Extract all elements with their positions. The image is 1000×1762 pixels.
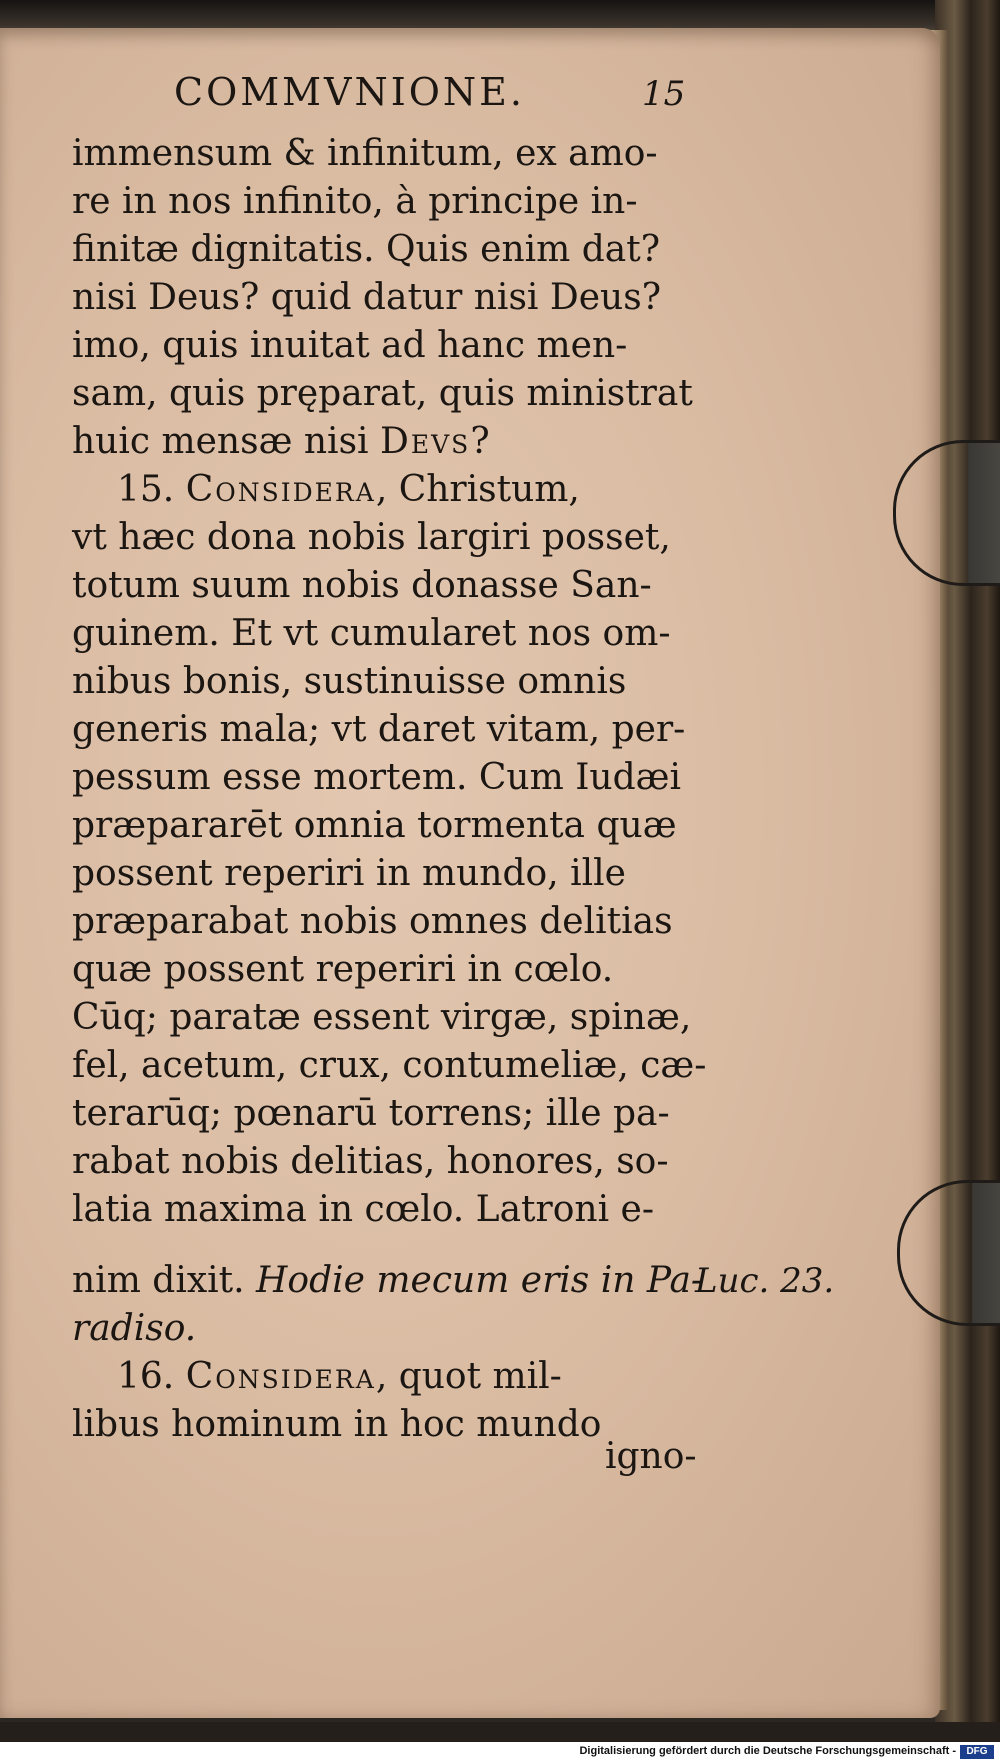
funding-credit: Digitalisierung gefördert durch die Deutsche Forschungsgemeinschaft -: [579, 1745, 956, 1757]
text-line: latia maxima in cœlo. Latroni e-: [72, 1189, 654, 1230]
text-line: libus hominum in hoc mundo: [72, 1404, 602, 1445]
text-line: finitæ dignitatis. Quis enim dat?: [72, 229, 661, 270]
catchword: igno-: [605, 1436, 697, 1477]
text-line: re in nos infinito, à principe in-: [72, 181, 638, 222]
text-line: rabat nobis delitias, honores, so-: [72, 1141, 669, 1182]
dfg-logo: DFG: [960, 1745, 994, 1759]
text-line: nibus bonis, sustinuisse omnis: [72, 661, 627, 702]
text-line: pessum esse mortem. Cum Iudæi: [72, 757, 681, 798]
text-line: radiso.: [72, 1308, 197, 1349]
text-line: imo, quis inuitat ad hanc men-: [72, 325, 628, 366]
text-line: præparabat nobis omnes delitias: [72, 901, 673, 942]
text-line: vt hæc dona nobis largiri posset,: [72, 517, 671, 558]
text-line: guinem. Et vt cumularet nos om-: [72, 613, 671, 654]
text-line: nisi Deus? quid datur nisi Deus?: [72, 277, 662, 318]
text-line: immensum & infinitum, ex amo-: [72, 133, 658, 174]
text-line: huic mensæ nisi Devs?: [72, 421, 490, 462]
text-line: generis mala; vt daret vitam, per-: [72, 709, 686, 750]
text-line: Cūq; paratæ essent virgæ, spinæ,: [72, 997, 692, 1038]
page-number: 15: [642, 74, 686, 114]
text-line: totum suum nobis donasse San-: [72, 565, 652, 606]
running-title: COMMVNIONE.: [174, 70, 525, 114]
text-line: nim dixit. Hodie mecum eris in Pa-: [72, 1260, 704, 1301]
text-line: fel, acetum, crux, contumeliæ, cæ-: [72, 1045, 707, 1086]
paragraph-15-start: 15. Considera, Christum,: [117, 469, 580, 510]
quotation: Hodie mecum eris in Pa-: [256, 1260, 704, 1301]
marginal-reference: Luc. 23.: [695, 1261, 835, 1301]
scan-bottom-border: [0, 1722, 1000, 1742]
text-line: terarūq; pœnarū torrens; ille pa-: [72, 1093, 670, 1134]
text-line: sam, quis pręparat, quis ministrat: [72, 373, 693, 414]
text-line: præpararēt omnia tormenta quæ: [72, 805, 677, 846]
text-line: possent reperiri in mundo, ille: [72, 853, 626, 894]
digitization-footer: [0, 1742, 1000, 1762]
paragraph-16-start: 16. Considera, quot mil-: [117, 1356, 562, 1397]
text-line: quæ possent reperiri in cœlo.: [72, 949, 614, 990]
